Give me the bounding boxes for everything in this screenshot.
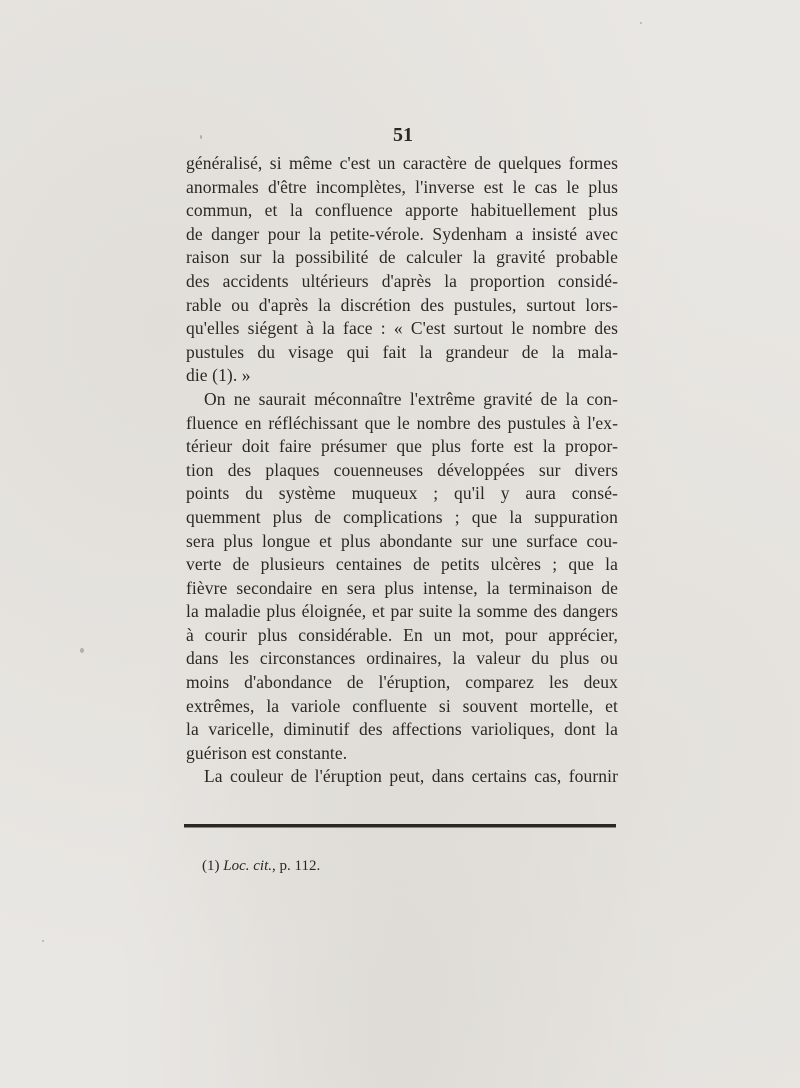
text-line: pustules du visage qui fait la grandeur de la mala- [186,341,618,362]
text-line: tion des plaques couenneuses développées sur divers [186,459,618,480]
body-text [186,152,618,789]
footnote-reference: Loc. cit. [223,858,272,874]
text-line: des accidents ultérieurs d'après la proportion considé- [186,270,618,291]
text-line: La couleur de l'éruption peut, dans certains cas, fournir [204,766,618,787]
footnote-separator-rule [184,824,616,827]
text-line: die (1). » [186,365,251,386]
text-line: rable ou d'après la discrétion des pustules, surtout lors- [186,294,618,315]
footnote [202,858,320,875]
text-line: points du système muqueux ; qu'il y aura consé- [186,483,618,504]
text-line: anormales d'être incomplètes, l'inverse est le cas le plus [186,176,618,197]
text-line: dans les circonstances ordinaires, la valeur du plus ou [186,648,618,669]
text-line: qu'elles siégent à la face : « C'est surtout le nombre des [186,318,618,339]
paper-speck [200,135,202,139]
text-line: raison sur la possibilité de calculer la gravité probable [186,247,618,268]
page-number: 51 [393,124,413,146]
text-line: de danger pour la petite-vérole. Sydenham a insisté avec [186,223,618,244]
text-line: verte de plusieurs centaines de petits ulcères ; que la [186,554,618,575]
text-line: à courir plus considérable. En un mot, pour apprécier, [186,624,618,645]
text-line: sera plus longue et plus abondante sur une surface cou- [186,530,618,551]
text-line: la varicelle, diminutif des affections varioliques, dont la [186,719,618,740]
text-line: généralisé, si même c'est un caractère de quelques formes [186,153,618,173]
footnote-page: , p. 112. [272,858,321,874]
text-line: commun, et la confluence apporte habituellement plus [186,200,618,221]
text-line: fluence en réfléchissant que le nombre des pustules à l'ex- [186,412,618,433]
text-line: fièvre secondaire en sera plus intense, la terminaison de [186,577,618,598]
text-line: On ne saurait méconnaître l'extrême gravité de la con- [204,388,618,409]
text-line: térieur doit faire présumer que plus forte est la propor- [186,436,618,457]
paper-speck [80,648,84,653]
paper-speck [640,22,642,24]
paper-speck [42,940,44,942]
text-line: moins d'abondance de l'éruption, comparez les deux [186,672,618,693]
text-line: quemment plus de complications ; que la suppuration [186,506,618,527]
text-line: extrêmes, la variole confluente si souvent mortelle, et [186,695,618,716]
text-line: guérison est constante. [186,742,348,763]
text-line: la maladie plus éloignée, et par suite la somme des dangers [186,601,618,622]
footnote-marker: (1) [202,858,220,874]
